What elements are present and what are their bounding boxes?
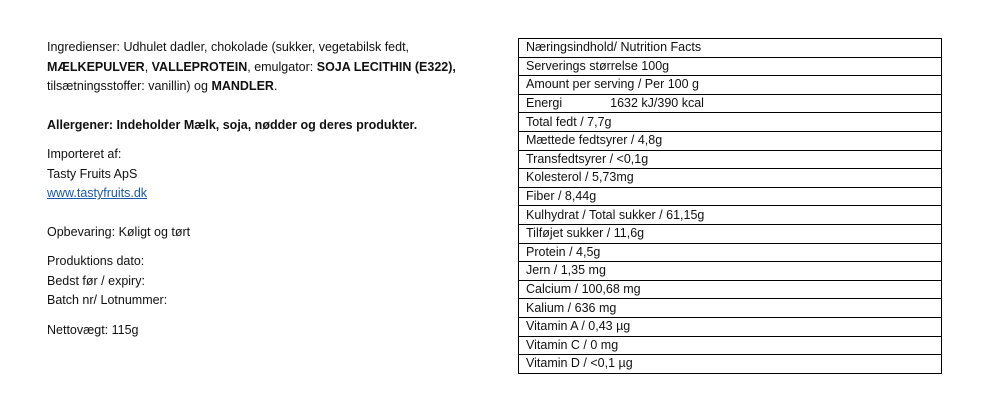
separator: , <box>144 59 152 74</box>
trans-fat: Transfedtsyrer / <0,1g <box>519 150 942 169</box>
calcium: Calcium / 100,68 mg <box>519 280 942 299</box>
storage-info: Opbevaring: Køligt og tørt <box>47 224 191 239</box>
allergen-soy-lecithin: SOJA LECITHIN (E322), <box>316 59 456 74</box>
energy-label: Energi <box>526 96 563 111</box>
allergen-whey-protein: VALLEPROTEIN <box>151 59 248 74</box>
table-row <box>519 94 942 113</box>
fiber: Fiber / 8,44g <box>519 187 942 206</box>
iron: Jern / 1,35 mg <box>519 262 942 281</box>
table-row <box>519 262 942 281</box>
vitamin-a: Vitamin A / 0,43 µg <box>519 317 942 336</box>
nutrition-facts-table <box>518 38 942 374</box>
ingredients-label: Ingredienser: <box>47 40 120 54</box>
table-row <box>519 299 942 318</box>
period: . <box>273 79 278 93</box>
table-row <box>519 317 942 336</box>
table-row <box>519 131 942 150</box>
added-sugar: Tilføjet sukker / 11,6g <box>519 224 942 243</box>
table-row <box>519 76 942 95</box>
table-row <box>519 57 942 76</box>
table-row <box>519 224 942 243</box>
energy-value: 1632 kJ/390 kcal <box>610 96 704 111</box>
serving-size: Serverings størrelse 100g <box>519 57 942 76</box>
table-row <box>519 336 942 355</box>
product-info-panel <box>47 38 467 340</box>
total-fat: Total fedt / 7,7g <box>519 113 942 132</box>
nutrition-title: Næringsindhold/ Nutrition Facts <box>519 39 942 58</box>
allergen-almonds: MANDLER <box>211 79 274 93</box>
protein: Protein / 4,5g <box>519 243 942 262</box>
allergens-statement: Allergener: Indeholder Mælk, soja, nødder og deres produkter. <box>47 117 418 132</box>
vitamin-d: Vitamin D / <0,1 µg <box>519 355 942 374</box>
table-row <box>519 206 942 225</box>
table-row <box>519 355 942 374</box>
cholesterol: Kolesterol / 5,73mg <box>519 169 942 188</box>
website-link[interactable]: www.tastyfruits.dk <box>47 186 148 200</box>
best-before-label: Bedst før / expiry: <box>47 273 145 288</box>
vitamin-c: Vitamin C / 0 mg <box>519 336 942 355</box>
allergen-milk-powder: MÆLKEPULVER <box>47 59 145 74</box>
table-row <box>519 280 942 299</box>
table-row <box>519 113 942 132</box>
ingredients-text <box>47 38 467 97</box>
amount-per-serving: Amount per serving / Per 100 g <box>519 76 942 95</box>
ingredients-part3: tilsætningsstoffer: vanillin) og <box>47 79 212 93</box>
table-row <box>519 150 942 169</box>
table-row <box>519 169 942 188</box>
production-date-label: Produktions dato: <box>47 254 145 268</box>
table-row <box>519 187 942 206</box>
net-weight: Nettovægt: 115g <box>47 322 139 337</box>
importer-label: Importeret af: <box>47 147 122 161</box>
emulsifier-text: , emulgator: <box>247 59 317 74</box>
ingredients-part1: Udhulet dadler, chokolade (sukker, vegetabilsk fedt, <box>119 40 410 54</box>
importer-company: Tasty Fruits ApS <box>47 166 138 181</box>
batch-label: Batch nr/ Lotnummer: <box>47 293 168 307</box>
energy-row <box>519 94 942 113</box>
potassium: Kalium / 636 mg <box>519 299 942 318</box>
table-row <box>519 243 942 262</box>
saturated-fat: Mættede fedtsyrer / 4,8g <box>519 131 942 150</box>
carbohydrate: Kulhydrat / Total sukker / 61,15g <box>519 206 942 225</box>
table-row <box>519 39 942 58</box>
